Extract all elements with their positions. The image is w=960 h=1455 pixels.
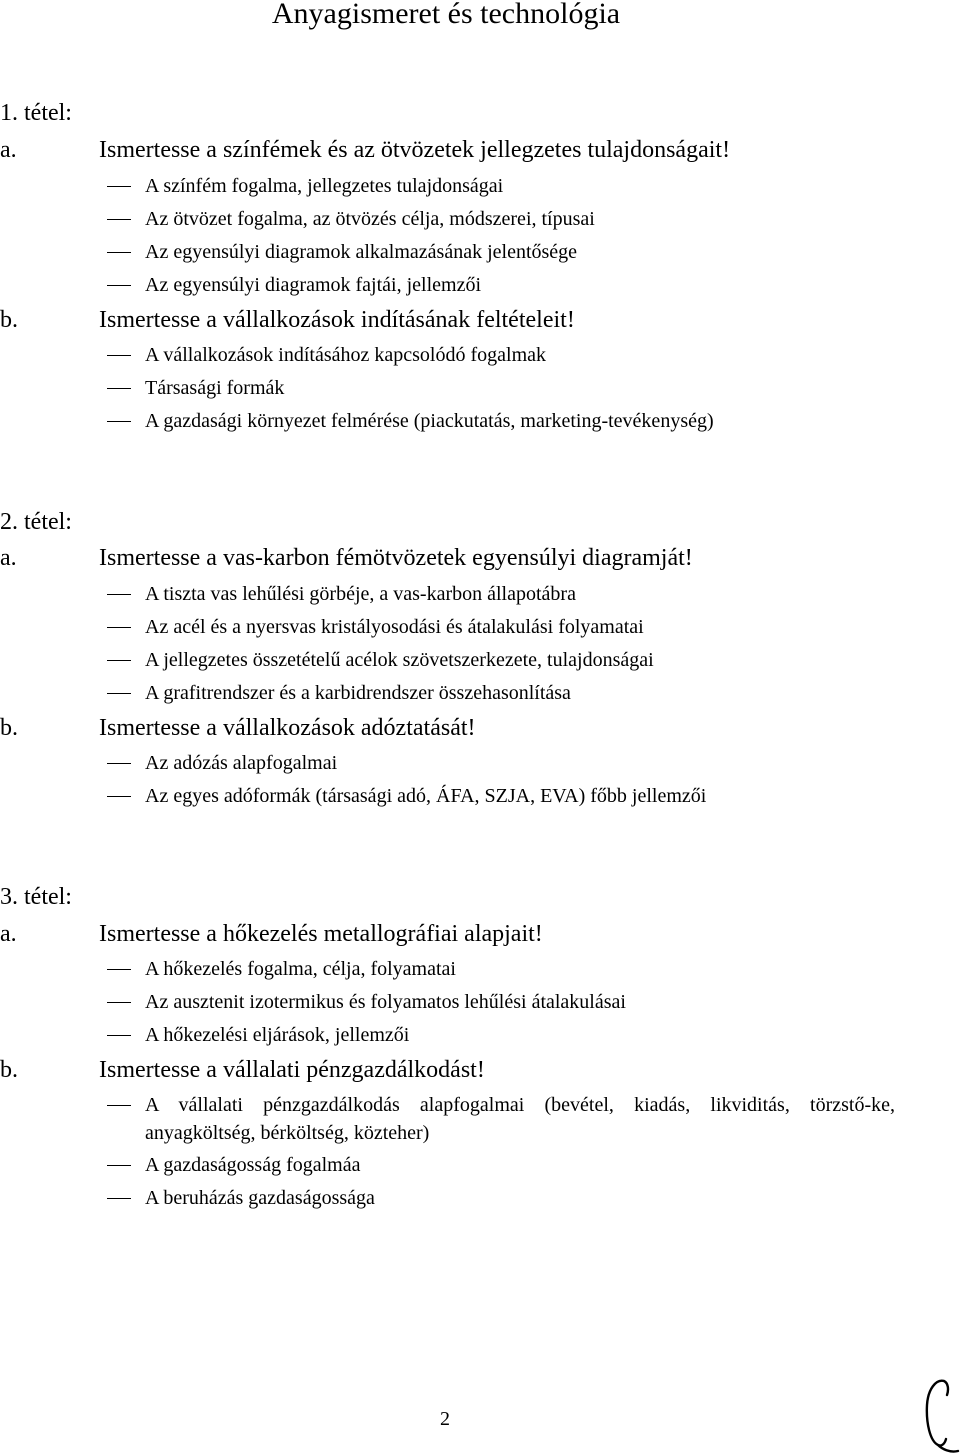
list-item: A jellegzetes összetételű acélok szövetszerkezete, tulajdonságai: [145, 646, 895, 674]
list-item: Társasági formák: [145, 374, 895, 402]
section-letter: a.: [0, 137, 17, 163]
section-heading-text: Ismertesse a színfémek és az ötvözetek jellegzetes tulajdonságait!: [99, 137, 731, 163]
document-title: Anyagismeret és technológia: [271, 0, 621, 30]
list-item: Az acél és a nyersvas kristályosodási és átalakulási folyamatai: [145, 613, 895, 641]
dash-bullet-icon: [107, 763, 131, 764]
handwritten-signature-icon: [918, 1375, 960, 1455]
topic-1-label: 1. tétel:: [0, 100, 72, 126]
section-letter: a.: [0, 921, 17, 947]
dash-bullet-icon: [107, 186, 131, 187]
topic-3-section-b-heading: [0, 1055, 485, 1085]
dash-bullet-icon: [107, 1002, 131, 1003]
section-letter: b.: [0, 1057, 18, 1083]
list-item: A vállalati pénzgazdálkodás alapfogalmai (bevétel, kiadás, likviditás, törzstő-ke, anyagköltség, bérköltség, közteher): [145, 1091, 895, 1147]
dash-bullet-icon: [107, 219, 131, 220]
topic-2-label: 2. tétel:: [0, 509, 72, 535]
list-item: Az ausztenit izotermikus és folyamatos lehűlési átalakulásai: [145, 988, 895, 1016]
section-heading-text: Ismertesse a hőkezelés metallográfiai alapjait!: [99, 921, 543, 947]
section-heading-text: Ismertesse a vas-karbon fémötvözetek egyensúlyi diagramját!: [99, 545, 693, 571]
dash-bullet-icon: [107, 285, 131, 286]
list-item: Az egyensúlyi diagramok alkalmazásának jelentősége: [145, 238, 895, 266]
dash-bullet-icon: [107, 969, 131, 970]
list-item: A tiszta vas lehűlési görbéje, a vas-karbon állapotábra: [145, 580, 895, 608]
dash-bullet-icon: [107, 660, 131, 661]
dash-bullet-icon: [107, 1165, 131, 1166]
dash-bullet-icon: [107, 693, 131, 694]
section-letter: b.: [0, 307, 18, 333]
list-item: A vállalkozások indításához kapcsolódó fogalmak: [145, 341, 895, 369]
list-item: A gazdasági környezet felmérése (piackutatás, marketing-tevékenység): [145, 407, 895, 435]
list-item: A színfém fogalma, jellegzetes tulajdonságai: [145, 172, 895, 200]
topic-3-label: 3. tétel:: [0, 884, 72, 910]
topic-1-section-b-heading: [0, 305, 575, 335]
topic-3-section-a-heading: [0, 919, 543, 949]
list-item: A grafitrendszer és a karbidrendszer összehasonlítása: [145, 679, 895, 707]
dash-bullet-icon: [107, 796, 131, 797]
section-heading-text: Ismertesse a vállalkozások indításának feltételeit!: [99, 307, 575, 333]
dash-bullet-icon: [107, 355, 131, 356]
dash-bullet-icon: [107, 1198, 131, 1199]
list-item: A beruházás gazdaságossága: [145, 1184, 895, 1212]
list-item: Az egyes adóformák (társasági adó, ÁFA, SZJA, EVA) főbb jellemzői: [145, 782, 895, 810]
topic-2-section-b-heading: [0, 713, 476, 743]
dash-bullet-icon: [107, 1105, 131, 1106]
dash-bullet-icon: [107, 594, 131, 595]
dash-bullet-icon: [107, 1035, 131, 1036]
dash-bullet-icon: [107, 627, 131, 628]
section-heading-text: Ismertesse a vállalati pénzgazdálkodást!: [99, 1057, 485, 1083]
dash-bullet-icon: [107, 252, 131, 253]
section-letter: a.: [0, 545, 17, 571]
list-item: Az adózás alapfogalmai: [145, 749, 895, 777]
list-item: A hőkezelési eljárások, jellemzői: [145, 1021, 895, 1049]
section-letter: b.: [0, 715, 18, 741]
topic-2-section-a-heading: [0, 543, 693, 573]
list-item: Az egyensúlyi diagramok fajtái, jellemzői: [145, 271, 895, 299]
section-heading-text: Ismertesse a vállalkozások adóztatását!: [99, 715, 476, 741]
dash-bullet-icon: [107, 388, 131, 389]
topic-1-section-a-heading: [0, 135, 730, 165]
dash-bullet-icon: [107, 421, 131, 422]
list-item: A gazdaságosság fogalmáa: [145, 1151, 895, 1179]
list-item: Az ötvözet fogalma, az ötvözés célja, módszerei, típusai: [145, 205, 895, 233]
list-item: A hőkezelés fogalma, célja, folyamatai: [145, 955, 895, 983]
page-number: 2: [440, 1408, 450, 1430]
